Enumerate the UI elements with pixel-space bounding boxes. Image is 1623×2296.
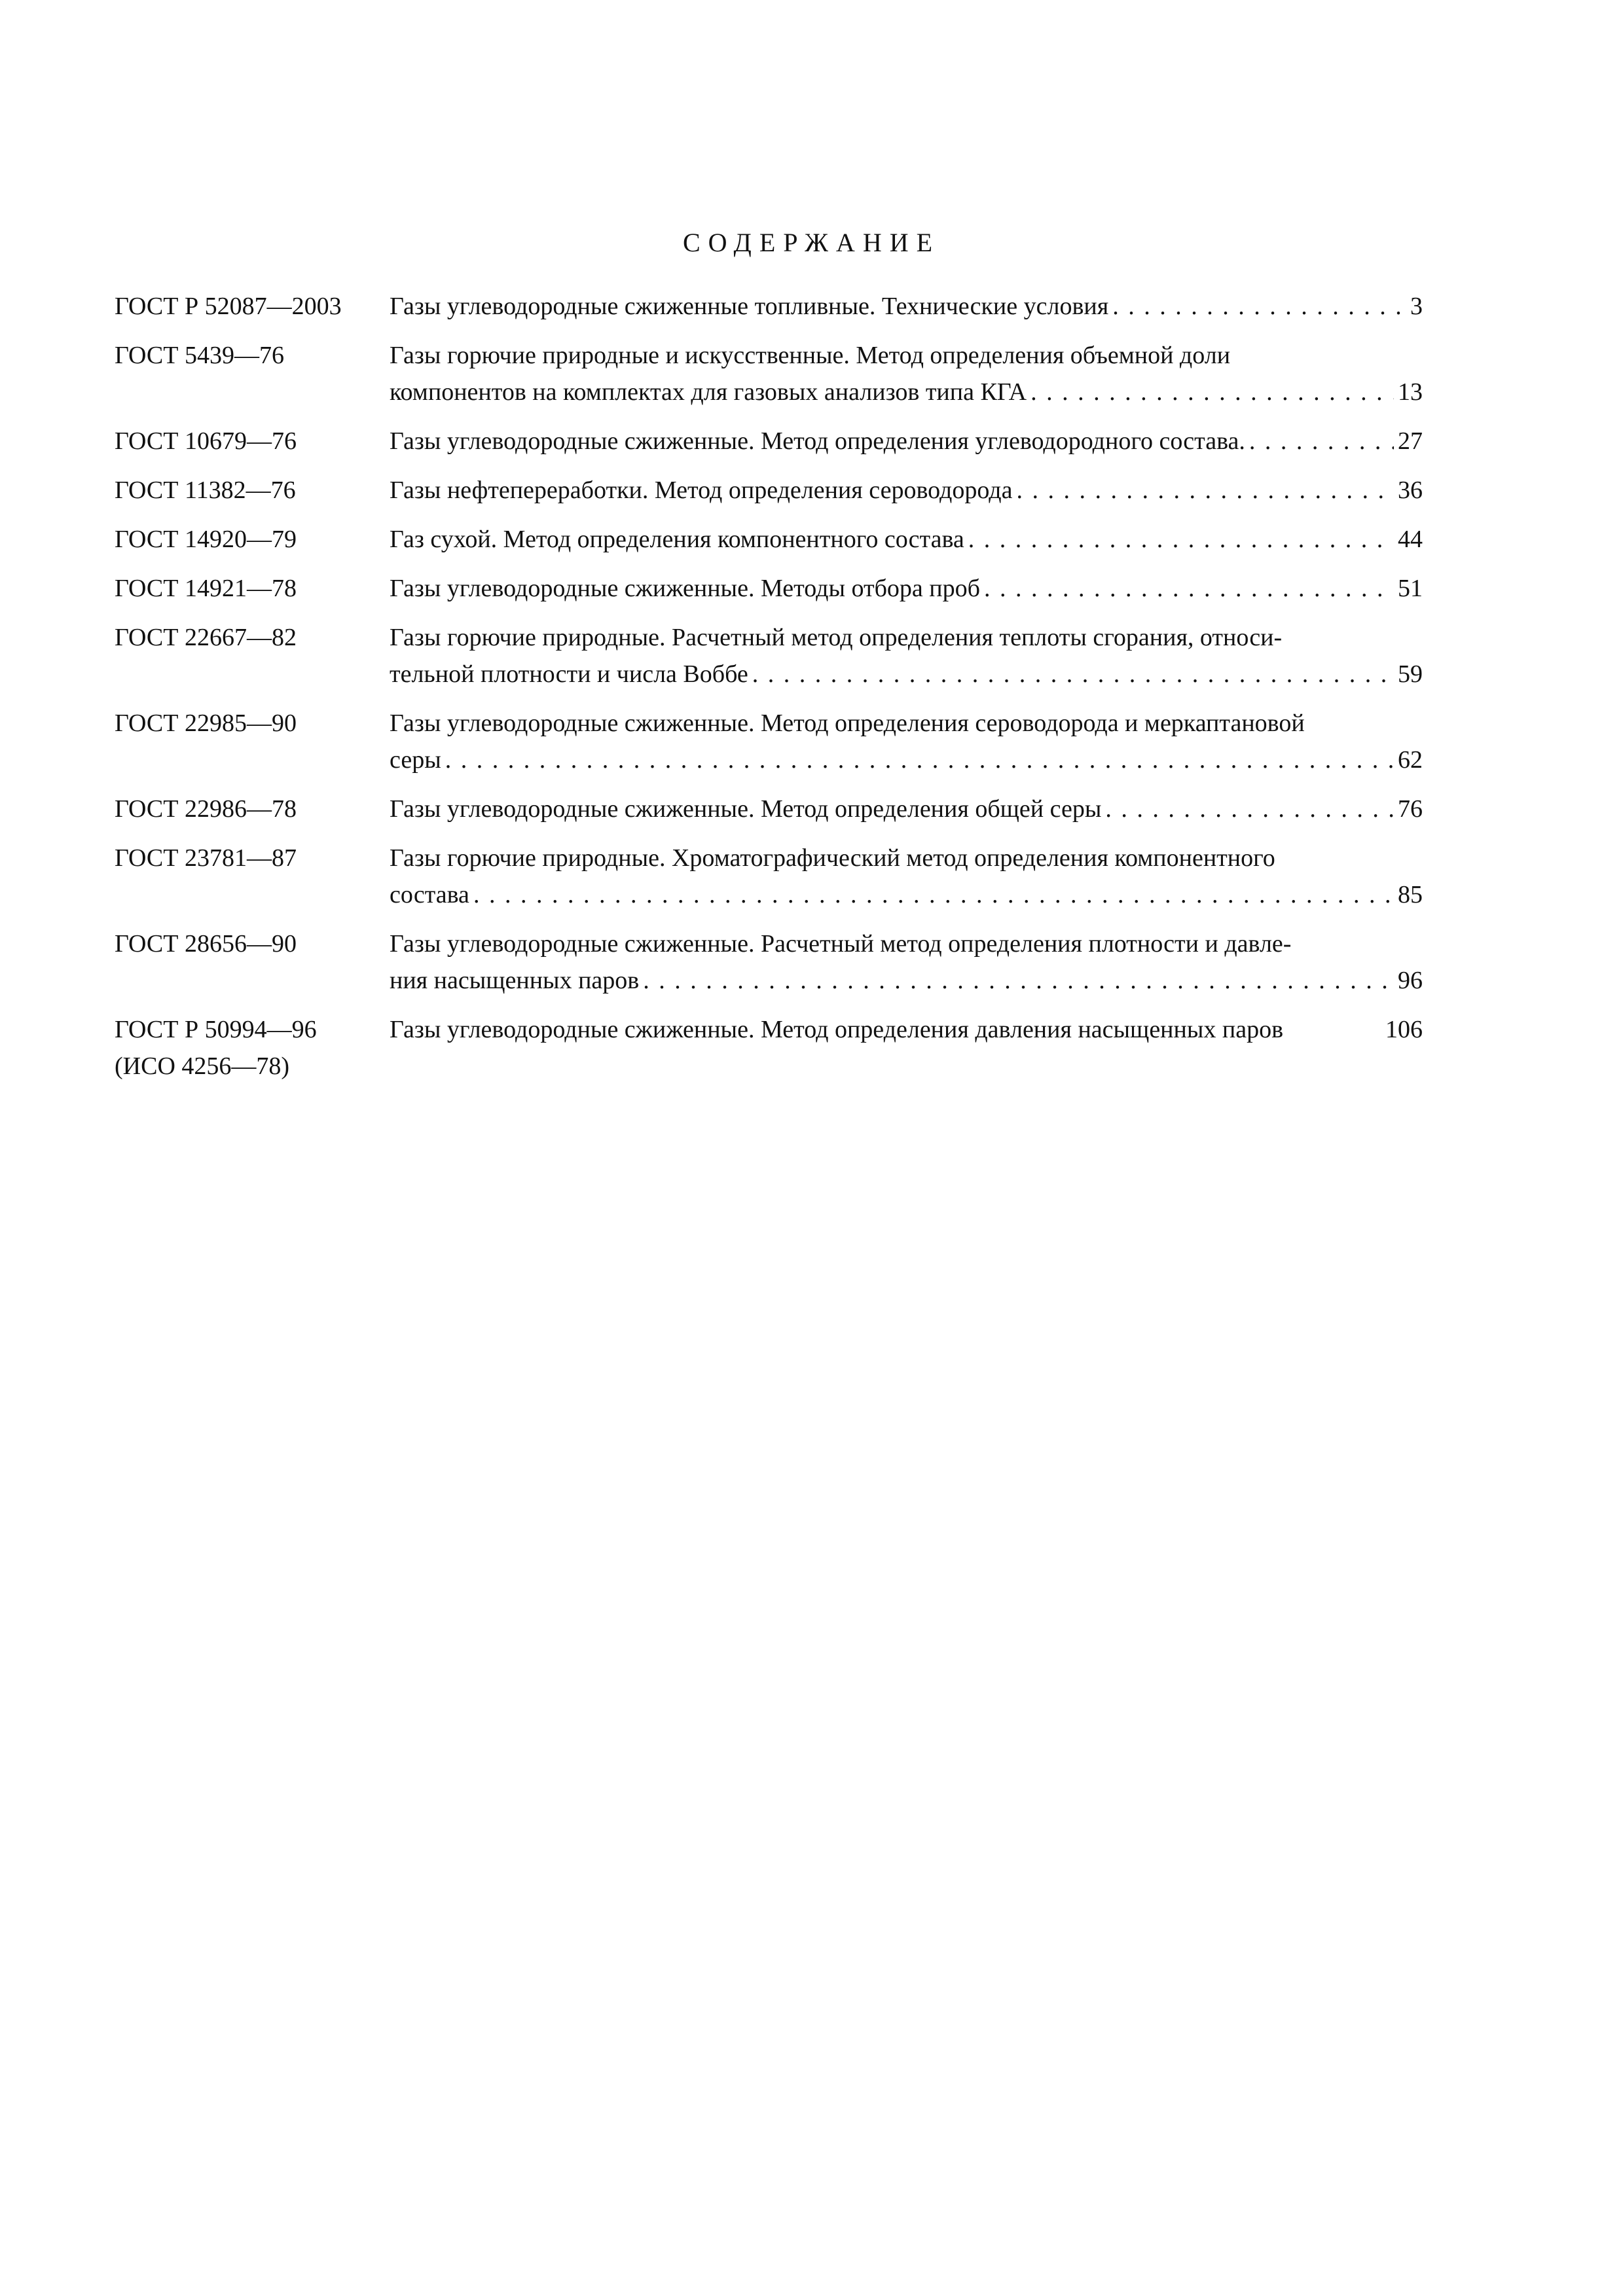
toc-entry [115,423,1423,459]
entry-title [390,1011,1423,1048]
dot-leader [1105,791,1394,827]
toc-entry [115,619,1423,692]
entry-title-text: Газы углеводородные сжиженные топливные. Технические условия [390,293,1109,320]
toc-entry [115,1011,1423,1085]
entry-title-last-line [390,656,1423,692]
entry-title-last-line [390,742,1423,778]
page-number: 44 [1398,526,1423,553]
entry-title-last-line [390,1011,1423,1048]
dot-leader [1249,423,1394,459]
entry-title-text: тельной плотности и числа Воббе [390,660,748,688]
entry-title-last-line [390,962,1423,999]
entry-title-text: серы [390,746,441,774]
toc-entry [115,521,1423,558]
standard-code [115,925,390,962]
entry-title-text: Газы нефтепереработки. Метод определения сероводорода [390,476,1013,504]
entry-title [390,337,1423,410]
entry-title [390,423,1423,459]
standard-code [115,840,390,876]
standard-code-line: ГОСТ 11382—76 [115,476,296,504]
entry-title [390,791,1423,827]
entry-title-line: Газы углеводородные сжиженные. Метод определения сероводорода и меркаптановой [390,709,1305,737]
standard-code-line: ГОСТ 22667—82 [115,624,297,651]
toc-entry [115,705,1423,778]
entry-title [390,472,1423,509]
standard-code [115,288,390,325]
dot-leader [1112,288,1406,325]
standard-code [115,570,390,607]
entry-title-last-line [390,791,1423,827]
dot-leader [473,876,1394,913]
page-number: 85 [1398,881,1423,908]
standard-code-line: ГОСТ Р 50994—96 [115,1016,317,1043]
dot-leader [984,570,1394,607]
entry-title [390,521,1423,558]
standard-code [115,705,390,742]
standard-code [115,337,390,374]
standard-code-line: (ИСО 4256—78) [115,1052,290,1080]
dot-leader [752,656,1394,692]
standard-code-line: ГОСТ 22986—78 [115,795,297,823]
standard-code-line: ГОСТ 5439—76 [115,342,284,369]
page-number: 62 [1398,746,1423,774]
entry-title-text: компонентов на комплектах для газовых анализов типа КГА [390,378,1027,406]
entry-title-text: Газы углеводородные сжиженные. Методы отбора проб [390,575,980,602]
page-number: 3 [1410,293,1423,320]
entry-title-text: Газы углеводородные сжиженные. Метод определения углеводородного состава. [390,427,1245,455]
entry-title-line: Газы горючие природные. Расчетный метод определения теплоты сгорания, относи- [390,624,1283,651]
entry-title-last-line [390,423,1423,459]
toc-entry [115,925,1423,999]
entry-title [390,925,1423,999]
entry-title-last-line [390,288,1423,325]
toc-entry [115,791,1423,827]
page-number: 59 [1398,660,1423,688]
dot-leader [1030,374,1394,410]
standard-code [115,423,390,459]
table-of-contents [115,288,1423,1097]
page-number: 76 [1398,795,1423,823]
entry-title [390,570,1423,607]
toc-entry [115,570,1423,607]
page-number: 106 [1385,1016,1423,1043]
entry-title-last-line [390,374,1423,410]
standard-code-line: ГОСТ 23781—87 [115,844,297,872]
entry-title-last-line [390,570,1423,607]
page-number: 96 [1398,967,1423,994]
toc-entry [115,840,1423,913]
entry-title [390,705,1423,778]
standard-code [115,472,390,509]
page-title: СОДЕРЖАНИЕ [682,228,941,257]
standard-code-line: ГОСТ 22985—90 [115,709,297,737]
standard-code-line: ГОСТ 10679—76 [115,427,297,455]
entry-title [390,619,1423,692]
standard-code-line: ГОСТ 14921—78 [115,575,297,602]
entry-title-last-line [390,521,1423,558]
entry-title [390,840,1423,913]
dot-leader [1016,472,1394,509]
entry-title-text: Газ сухой. Метод определения компонентного состава [390,526,964,553]
toc-entry [115,288,1423,325]
page-number: 51 [1398,575,1423,602]
entry-title-line: Газы горючие природные и искусственные. Метод определения объемной доли [390,342,1231,369]
entry-title-text: состава [390,881,469,908]
entry-title-last-line [390,876,1423,913]
toc-entry [115,472,1423,509]
page-number: 13 [1398,378,1423,406]
page-number: 36 [1398,476,1423,504]
entry-title [390,288,1423,325]
standard-code-line: ГОСТ Р 52087—2003 [115,293,342,320]
dot-leader [968,521,1394,558]
standard-code [115,791,390,827]
toc-entry [115,337,1423,410]
entry-title-line: Газы горючие природные. Хроматографический метод определения компонентного [390,844,1275,872]
entry-title-text: Газы углеводородные сжиженные. Метод определения общей серы [390,795,1102,823]
entry-title-last-line [390,472,1423,509]
standard-code [115,619,390,656]
entry-title-text: Газы углеводородные сжиженные. Метод определения давления насыщенных паров [390,1016,1284,1043]
entry-title-text: ния насыщенных паров [390,967,640,994]
standard-code [115,1011,390,1085]
standard-code [115,521,390,558]
entry-title-line: Газы углеводородные сжиженные. Расчетный метод определения плотности и давле- [390,930,1292,958]
page-number: 27 [1398,427,1423,455]
standard-code-line: ГОСТ 28656—90 [115,930,297,958]
standard-code-line: ГОСТ 14920—79 [115,526,297,553]
dot-leader [445,742,1394,778]
dot-leader [643,962,1394,999]
